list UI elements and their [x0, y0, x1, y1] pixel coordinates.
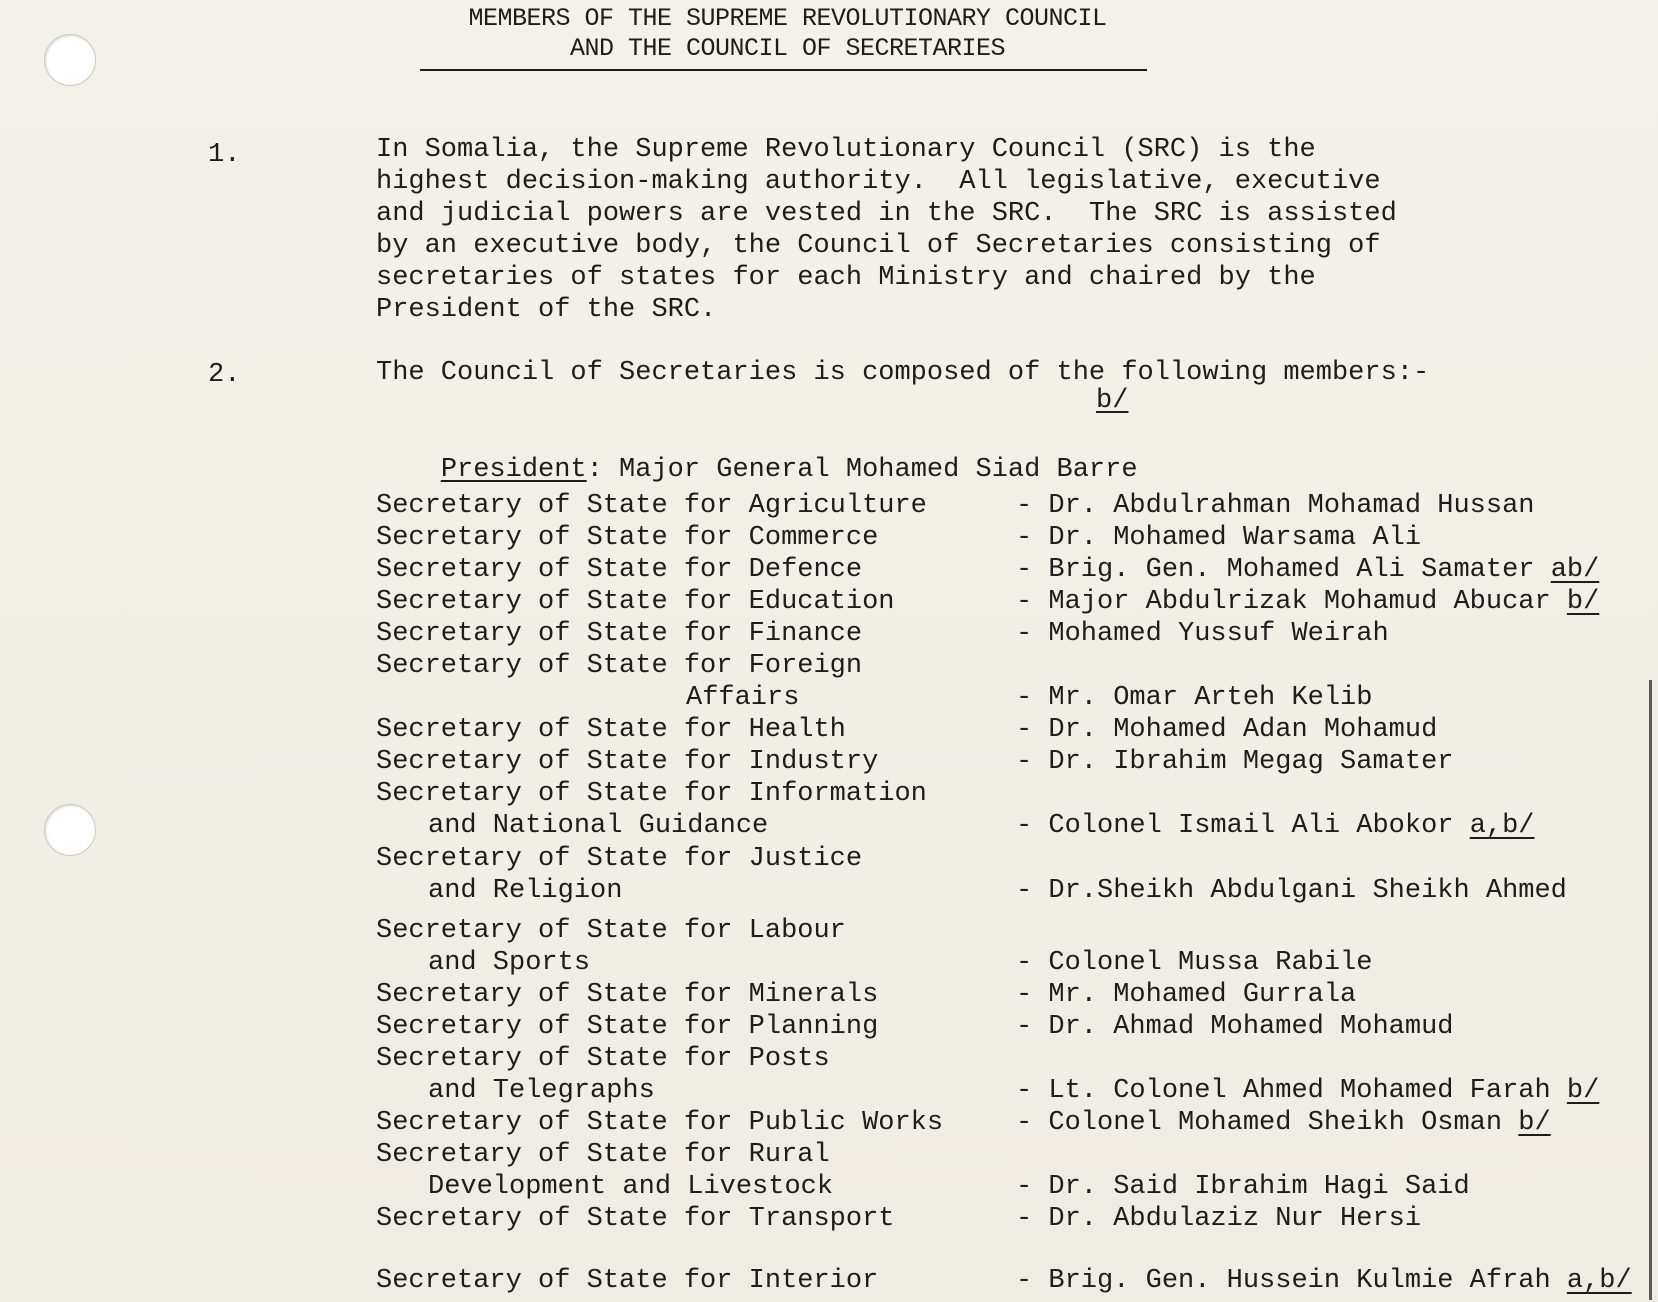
document-title-line-1: MEMBERS OF THE SUPREME REVOLUTIONARY COUNCIL [468, 4, 1107, 33]
office-holder: - Dr.Sheikh Abdulgani Sheikh Ahmed [1016, 876, 1567, 906]
office-title: Secretary of State for Foreign [376, 651, 863, 681]
secretary-row [0, 1043, 1658, 1075]
office-holder: - Brig. Gen. Mohamed Ali Samater ab/ [1016, 555, 1600, 585]
paragraph-2-number: 2. [208, 360, 241, 390]
office-title: Secretary of State for Interior [376, 1266, 879, 1296]
office-holder: - Major Abdulrizak Mohamud Abucar b/ [1016, 587, 1600, 617]
footnote-mark: a,b/ [1566, 1266, 1632, 1296]
secretary-row-continued [0, 1171, 1658, 1203]
president-footnote-mark: b/ [1096, 386, 1129, 416]
office-title-continued: and Sports [428, 948, 591, 978]
secretary-row [0, 650, 1658, 682]
title-underline [420, 69, 1147, 71]
paragraph-1-line: In Somalia, the Supreme Revolutionary Council (SRC) is the [376, 135, 1316, 165]
secretary-row [0, 778, 1658, 810]
office-title: Secretary of State for Minerals [376, 980, 879, 1010]
footnote-mark: b/ [1566, 1076, 1600, 1106]
secretary-row [0, 843, 1658, 875]
secretary-row [0, 746, 1658, 778]
secretary-row-continued [0, 875, 1658, 907]
office-holder: - Dr. Ibrahim Megag Samater [1016, 747, 1454, 777]
paragraph-1-line: highest decision-making authority. All legislative, executive [376, 167, 1381, 197]
office-holder: - Colonel Mussa Rabile [1016, 948, 1373, 978]
secretary-row-continued [0, 810, 1658, 842]
office-holder: - Mr. Mohamed Gurrala [1016, 980, 1357, 1010]
office-title: Secretary of State for Public Works [376, 1108, 944, 1138]
office-holder: - Mohamed Yussuf Weirah [1016, 619, 1389, 649]
punch-hole-top [44, 34, 96, 86]
secretary-row [0, 1107, 1658, 1139]
secretary-row [0, 490, 1658, 522]
president-name: Major General Mohamed Siad Barre [619, 455, 1138, 485]
secretary-row [0, 586, 1658, 618]
office-holder: - Colonel Mohamed Sheikh Osman b/ [1016, 1108, 1551, 1138]
office-title: Secretary of State for Defence [376, 555, 863, 585]
paragraph-1-line: President of the SRC. [376, 295, 717, 325]
document-title-line-2: AND THE COUNCIL OF SECRETARIES [569, 34, 1006, 63]
secretary-row [0, 714, 1658, 746]
office-title-continued: and National Guidance [428, 811, 769, 841]
office-title-continued: and Religion [428, 876, 623, 906]
office-holder: - Dr. Abdulrahman Mohamad Hussan [1016, 491, 1535, 521]
secretary-row [0, 1011, 1658, 1043]
office-holder: - Mr. Omar Arteh Kelib [1016, 683, 1373, 713]
footnote-mark: b/ [1518, 1108, 1551, 1138]
secretary-row [0, 979, 1658, 1011]
footnote-mark: b/ [1566, 587, 1600, 617]
office-holder: - Dr. Abdulaziz Nur Hersi [1016, 1204, 1422, 1234]
office-title: Secretary of State for Finance [376, 619, 863, 649]
paragraph-1-line: by an executive body, the Council of Secretaries consisting of [376, 231, 1381, 261]
office-title: Secretary of State for Justice [376, 844, 863, 874]
secretary-row-continued [0, 947, 1658, 979]
secretary-row-continued [0, 682, 1658, 714]
office-holder: - Brig. Gen. Hussein Kulmie Afrah a,b/ [1016, 1266, 1632, 1296]
office-title: Secretary of State for Posts [376, 1044, 830, 1074]
office-title: Secretary of State for Health [376, 715, 846, 745]
paragraph-1-line: and judicial powers are vested in the SRC. The SRC is assisted [376, 199, 1397, 229]
office-title: Secretary of State for Industry [376, 747, 879, 777]
office-title: Secretary of State for Agriculture [376, 491, 927, 521]
secretary-row [0, 1139, 1658, 1171]
paragraph-1-line: secretaries of states for each Ministry and chaired by the [376, 263, 1316, 293]
office-title: Secretary of State for Transport [376, 1204, 895, 1234]
office-holder: - Dr. Said Ibrahim Hagi Said [1016, 1172, 1470, 1202]
office-holder: - Colonel Ismail Ali Abokor a,b/ [1016, 811, 1535, 841]
secretary-row [0, 554, 1658, 586]
secretary-row [0, 915, 1658, 947]
office-title-continued: Affairs [686, 683, 800, 713]
office-holder: - Lt. Colonel Ahmed Mohamed Farah b/ [1016, 1076, 1600, 1106]
office-title: Secretary of State for Information [376, 779, 927, 809]
office-title: Secretary of State for Planning [376, 1012, 879, 1042]
office-title: Secretary of State for Commerce [376, 523, 879, 553]
secretary-row-continued [0, 1075, 1658, 1107]
secretary-row [0, 1203, 1658, 1235]
secretary-row [0, 1265, 1658, 1297]
office-holder: - Dr. Mohamed Warsama Ali [1016, 523, 1422, 553]
office-holder: - Dr. Mohamed Adan Mohamud [1016, 715, 1438, 745]
secretary-row [0, 522, 1658, 554]
footnote-mark: a,b/ [1469, 811, 1535, 841]
office-holder: - Dr. Ahmad Mohamed Mohamud [1016, 1012, 1454, 1042]
paragraph-1-number: 1. [208, 140, 241, 170]
office-title: Secretary of State for Labour [376, 916, 846, 946]
footnote-mark: ab/ [1550, 555, 1600, 585]
secretary-row [0, 618, 1658, 650]
office-title: Secretary of State for Rural [376, 1140, 830, 1170]
president-label: President [440, 455, 587, 485]
office-title-continued: Development and Livestock [428, 1172, 834, 1202]
paragraph-2-intro: The Council of Secretaries is composed of the following members:- [376, 358, 1430, 388]
office-title-continued: and Telegraphs [428, 1076, 655, 1106]
president-separator: : [586, 455, 603, 485]
office-title: Secretary of State for Education [376, 587, 895, 617]
